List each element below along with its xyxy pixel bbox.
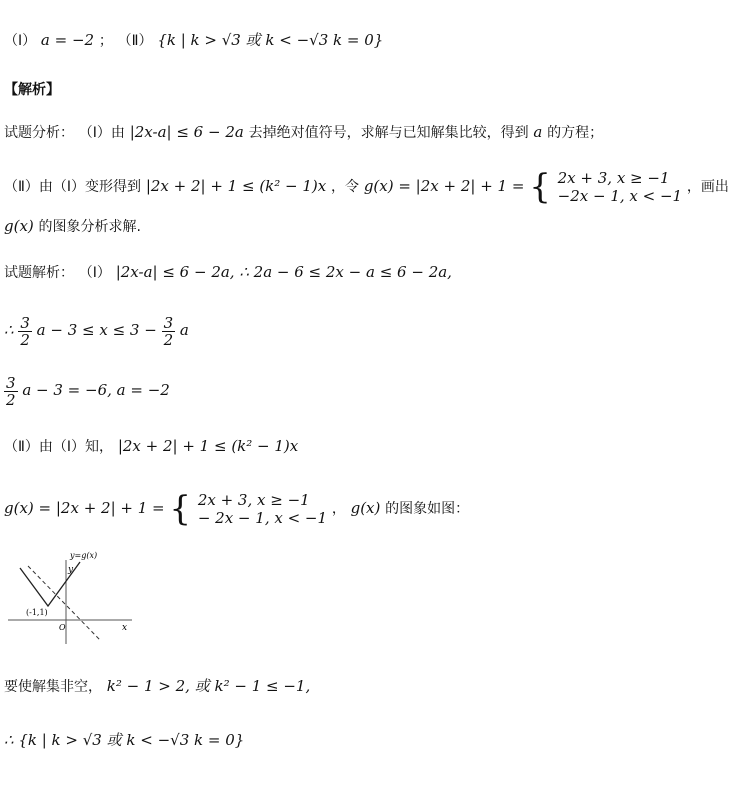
nonempty-text: 要使解集非空， (4, 679, 102, 695)
y-axis-label: y (68, 565, 74, 575)
analysis-part2-cont (4, 216, 622, 237)
analysis-part2 (4, 167, 729, 207)
step2-num1: 3 (20, 313, 30, 332)
analysis-label: 试题分析： (4, 125, 74, 141)
solution-g-text2: 的图象如图： (385, 501, 470, 517)
analysis-part2-func: g(x) = |2x + 2| + 1 = (363, 177, 525, 195)
gx-graph (4, 548, 136, 648)
step2-den1: 2 (20, 330, 30, 349)
step2-fraction2 (162, 315, 176, 348)
solution-label: 试题解析： (4, 265, 74, 281)
solution-part2-expr: |2x + 2| + 1 ≤ (k² − 1)x (117, 437, 299, 455)
point-label: (-1,1) (26, 608, 48, 617)
step2-end: a (179, 321, 189, 339)
analysis-case2: −2x − 1, x < −1 (557, 187, 683, 205)
solution-g-def: g(x) = |2x + 2| + 1 = (4, 499, 165, 517)
solution-g-gx: g(x) (350, 499, 381, 517)
step3-den: 2 (6, 390, 16, 409)
step2-therefore: ∴ (4, 321, 14, 339)
answer-part1-equation: a = −2 (40, 31, 95, 49)
solution-step2 (4, 312, 622, 348)
x-axis-label: x (122, 623, 128, 633)
step2-num2: 3 (163, 313, 174, 332)
final-therefore: ∴ (4, 731, 14, 749)
solution-step3 (4, 372, 622, 408)
solution-final (4, 730, 622, 750)
analysis-part2-text2: ，令 (331, 179, 360, 195)
analysis-part2-text4: 的图象分析求解. (38, 219, 141, 235)
analysis-part1-expr: |2x-a| ≤ 6 − 2a (129, 123, 244, 141)
answer-part1-label: （Ⅰ） (4, 33, 37, 49)
step3-num: 3 (6, 373, 16, 392)
analysis-part1-var: a (533, 123, 543, 141)
solution-step1 (4, 262, 622, 283)
step3-rest: a − 3 = −6, a = −2 (22, 381, 170, 399)
solution-part2-text1: （Ⅱ）由（Ⅰ）知， (4, 439, 114, 455)
analysis-part1-text3: 的方程； (547, 125, 604, 141)
analysis-part2-expr: |2x + 2| + 1 ≤ (k² − 1)x (145, 177, 327, 195)
step2-mid: a − 3 ≤ x ≤ 3 − (36, 321, 157, 339)
answer-line (4, 30, 622, 51)
answer-part2-set: {k | k > √3 或 k < −√3 k = 0} (157, 31, 384, 49)
solution-part2 (4, 436, 622, 457)
solution-g-text1: ， (331, 501, 346, 517)
origin-label: O (59, 623, 66, 632)
nonempty-expr: k² − 1 > 2, 或 k² − 1 ≤ −1, (106, 677, 311, 695)
solution-case2: − 2x − 1, x < −1 (197, 509, 328, 527)
analysis-cases (558, 169, 682, 205)
step2-fraction1 (18, 315, 32, 348)
analysis-part2-text1: （Ⅱ）由（Ⅰ）变形得到 (4, 179, 142, 195)
analysis-part2-text3: ，画出 (686, 179, 729, 195)
solution-cases-brace: { (169, 489, 192, 529)
curve-label: y=g(x) (70, 551, 98, 560)
solution-cases (198, 491, 327, 527)
analysis-part1-text2: 去掉绝对值符号，求解与已知解集比较，得到 (248, 125, 529, 141)
analysis-part2-gx: g(x) (4, 217, 34, 235)
solution-case1: 2x + 3, x ≥ −1 (197, 491, 310, 509)
final-set: {k | k > √3 或 k < −√3 k = 0} (18, 731, 245, 749)
step2-den2: 2 (163, 330, 174, 349)
solution-gdef (4, 490, 622, 527)
solution-step1-expr: |2x-a| ≤ 6 − 2a, ∴ 2a − 6 ≤ 2x − a ≤ 6 − 2a, (115, 263, 452, 281)
analysis-case1: 2x + 3, x ≥ −1 (557, 169, 670, 187)
solution-step1-text: （Ⅰ） (78, 265, 111, 281)
analysis-part1-text1: （Ⅰ）由 (78, 125, 125, 141)
step3-fraction (4, 375, 18, 408)
cases-brace: { (529, 167, 551, 207)
analysis-part1 (4, 122, 622, 143)
solution-nonempty (4, 676, 622, 697)
section-title: 【解析】 (4, 82, 60, 98)
answer-part2-label: （Ⅱ） (117, 33, 153, 49)
answer-separator: ； (98, 33, 113, 49)
